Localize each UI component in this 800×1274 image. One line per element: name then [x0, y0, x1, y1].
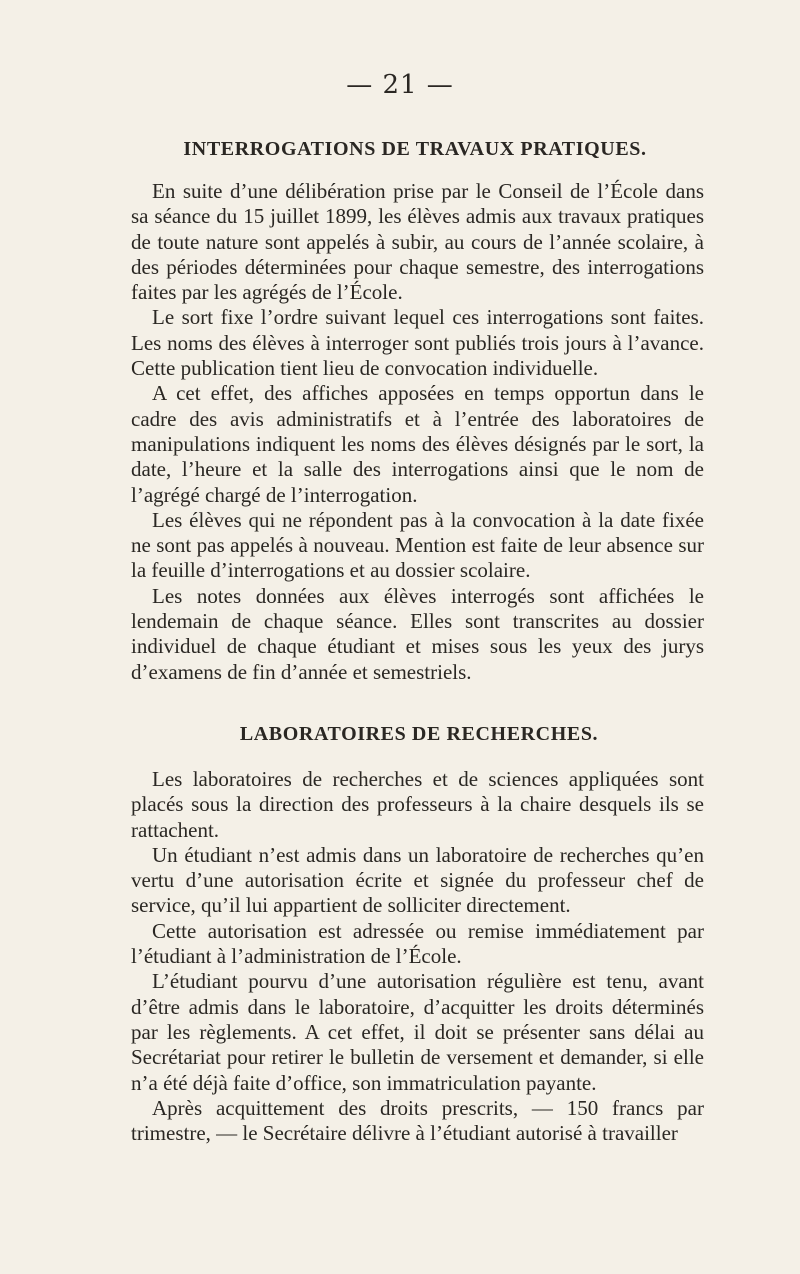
- paragraph: Les notes données aux élèves interrogés sont affichées le lendemain de chaque séance. Elles sont transcrites au dossier individuel de chaque étudiant et mises sous les yeux des jurys d’examens de fin d’année et semestriels.: [131, 583, 704, 684]
- paragraph: L’étudiant pourvu d’une autorisation régulière est tenu, avant d’être admis dans le laboratoire, d’acquitter les droits déterminés par les règlements. A cet effet, il doit se présenter sans délai au Secrétariat pour retirer le bulletin de versement et demander, si elle n’a été déjà faite d’office, son immatriculation payante.: [131, 969, 704, 1095]
- paragraph: Le sort fixe l’ordre suivant lequel ces interrogations sont faites. Les noms des élèves à interroger sont publiés trois jours à l’avance. Cette publication tient lieu de convocation individuelle.: [131, 305, 704, 381]
- section-laboratoires: [131, 767, 704, 1146]
- paragraph: En suite d’une délibération prise par le Conseil de l’École dans sa séance du 15 juillet 1899, les élèves admis aux travaux pratiques de toute nature sont appelés à subir, au cours de l’année scolaire, à des périodes déterminées pour chaque semestre, des interrogations faites par les agrégés de l’École.: [131, 179, 704, 305]
- section-heading-laboratoires: LABORATOIRES DE RECHERCHES.: [239, 723, 599, 745]
- paragraph: Après acquittement des droits prescrits, — 150 francs par trimestre, — le Secrétaire délivre à l’étudiant autorisé à travailler: [131, 1095, 704, 1146]
- paragraph: Cette autorisation est adressée ou remise immédiatement par l’étudiant à l’administration de l’École.: [131, 918, 704, 969]
- paragraph: Les laboratoires de recherches et de sciences appliquées sont placés sous la direction des professeurs à la chaire desquels ils se rattachent.: [131, 767, 704, 842]
- section-heading-interrogations: INTERROGATIONS DE TRAVAUX PRATIQUES.: [183, 138, 647, 160]
- section-interrogations: [131, 179, 704, 685]
- paragraph: Un étudiant n’est admis dans un laboratoire de recherches qu’en vertu d’une autorisation écrite et signée du professeur chef de service, qu’il lui appartient de solliciter directement.: [131, 842, 704, 918]
- paragraph: Les élèves qui ne répondent pas à la convocation à la date fixée ne sont pas appelés à nouveau. Mention est faite de leur absence sur la feuille d’interrogations et au dossier scolaire.: [131, 507, 704, 583]
- paragraph: A cet effet, des affiches apposées en temps opportun dans le cadre des avis administratifs et à l’entrée des laboratoires de manipulations indiquent les noms des élèves désignés par le sort, la date, l’heure et la salle des interrogations ainsi que le nom de l’agrégé chargé de l’interrogation.: [131, 381, 704, 507]
- page-number: — 21 —: [346, 70, 454, 100]
